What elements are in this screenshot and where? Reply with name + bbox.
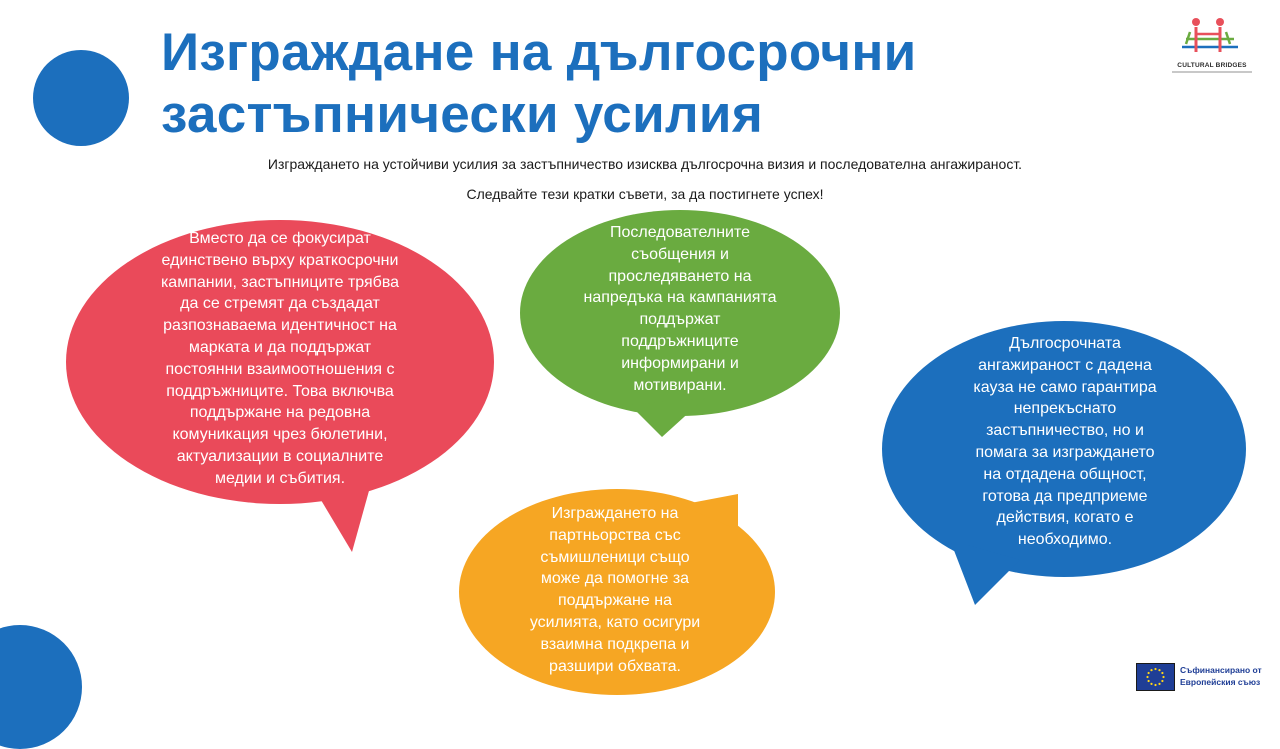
- intro-text: Изграждането на устойчиви усилия за застъпничество изисква дългосрочна визия и последователна ангажираност.: [267, 156, 1023, 172]
- cultural-bridges-logo-text: CULTURAL BRIDGES: [1177, 62, 1247, 69]
- bubble-blue-text: Дългосрочната ангажираност с дадена кауза не само гарантира непрекъснато застъпничество, но и помага за изграждането на отдадена общност, готова да предприеме действия, когато е необходимо.: [973, 335, 1157, 549]
- eu-flag-icon: [1136, 663, 1175, 691]
- bubble-red-text: Вместо да се фокусират единствено върху краткосрочни кампании, застъпниците трябва да се стремят да създадат разпознаваема идентичност на марката и да поддържат постоянни взаимоотношения с поддръжниците. Това включва поддържане на редовна комуникация чрез бюлетини, актуализации в социалните медии и събития.: [160, 230, 400, 487]
- bubble-orange-text: Изграждането на партньорства със съмишленици също може да помогне за поддържане на усилията, като осигури взаимна подкрепа и разшири обхвата.: [529, 505, 701, 675]
- cultural-bridges-logo: [1172, 14, 1252, 94]
- intro-call-to-action: Следвайте тези кратки съвети, за да постигнете успех!: [466, 186, 824, 202]
- eu-cofunded-text: Съфинансирано от Европейския съюз: [1180, 665, 1262, 687]
- bubble-green-text: Последователните съобщения и проследяването на напредъка на кампанията поддържат поддръжниците информирани и мотивирани.: [583, 224, 777, 394]
- cultural-bridges-logo-underline: [1172, 71, 1252, 73]
- page-title: Изграждане на дългосрочни застъпнически усилия: [161, 23, 917, 144]
